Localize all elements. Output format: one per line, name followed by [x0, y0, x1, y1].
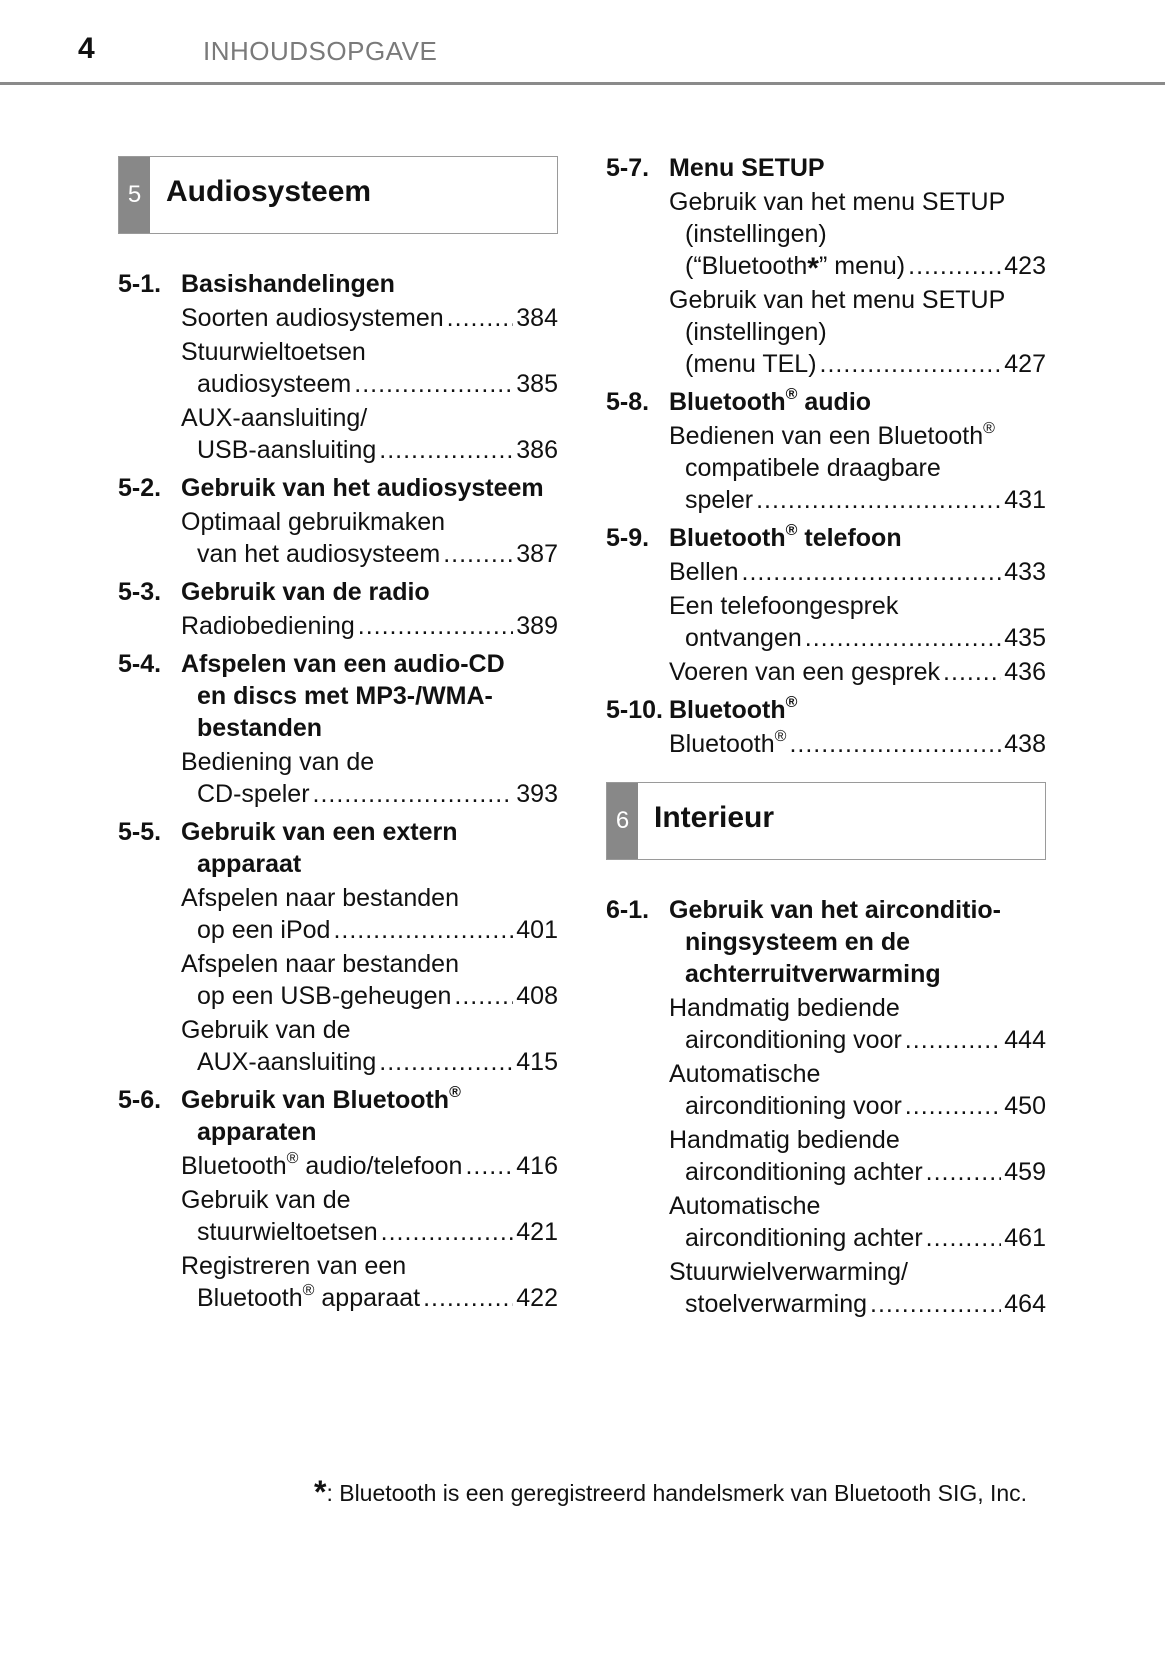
toc-column-right [606, 152, 1046, 1320]
toc-entry[interactable] [669, 556, 1046, 588]
entry-last-line [181, 538, 558, 570]
page-ref: 416 [516, 1152, 558, 1180]
toc-entry[interactable] [181, 402, 558, 466]
dot-leader [443, 538, 513, 570]
toc-entry[interactable] [669, 1190, 1046, 1254]
entry-text: stoelverwarming [685, 1290, 868, 1318]
spacer [606, 860, 1046, 888]
page-ref: 422 [516, 1284, 558, 1312]
page-ref: 461 [1004, 1224, 1046, 1252]
section-number: 6-1. [606, 896, 650, 924]
section-number: 5-3. [118, 578, 162, 606]
section-heading[interactable] [606, 694, 1046, 726]
page-ref: 387 [516, 540, 558, 568]
section-title: Bluetooth® [669, 693, 798, 724]
entry-last-line [181, 1216, 558, 1248]
dot-leader [820, 348, 1002, 380]
section-number: 5-8. [606, 388, 650, 416]
dot-leader [870, 1288, 1001, 1320]
dot-leader [333, 914, 513, 946]
entry-line: Bedienen van een Bluetooth® [669, 419, 995, 450]
footnote-marker: * [314, 1474, 327, 1510]
entry-text: op een iPod [197, 916, 331, 944]
entry-line: Handmatig bediende [669, 1126, 900, 1154]
page-ref: 459 [1004, 1158, 1046, 1186]
entry-last-line [669, 1156, 1046, 1188]
toc-entry[interactable] [181, 1014, 558, 1078]
dot-leader [379, 434, 513, 466]
entry-last-line [669, 1090, 1046, 1122]
entry-last-line [181, 368, 558, 400]
chapter-header [118, 156, 558, 234]
toc-section [606, 386, 1046, 516]
section-title: Gebruik van het audiosysteem [181, 474, 544, 502]
entry-line: Gebruik van het menu SETUP [669, 286, 1006, 314]
section-heading[interactable] [118, 1084, 558, 1148]
entry-line: Een telefoongesprek [669, 592, 899, 620]
section-title: Gebruik van de radio [181, 578, 430, 606]
entry-text: Radiobediening [181, 612, 355, 640]
toc-entry[interactable] [669, 656, 1046, 688]
page-header [0, 0, 1165, 85]
toc-section [606, 522, 1046, 688]
footnote [314, 1474, 1028, 1510]
section-title: Bluetooth® audio [669, 385, 872, 416]
section-title: Afspelen van een audio-CD en discs met MP3-/WMA- bestanden [181, 650, 505, 742]
toc-entry[interactable] [181, 948, 558, 1012]
entry-text: airconditioning achter [685, 1158, 923, 1186]
page-ref: 435 [1004, 624, 1046, 652]
page-ref: 386 [516, 436, 558, 464]
dot-leader [805, 622, 1002, 654]
page-ref: 450 [1004, 1092, 1046, 1120]
entry-text: Bellen [669, 558, 739, 586]
running-title: INHOUDSOPGAVE [203, 36, 438, 66]
toc-entry[interactable] [181, 882, 558, 946]
dot-leader [354, 368, 513, 400]
entry-line: AUX-aansluiting/ [181, 404, 368, 432]
toc-section [118, 576, 558, 642]
entry-text: stuurwieltoetsen [197, 1218, 378, 1246]
section-heading[interactable] [606, 522, 1046, 554]
section-heading[interactable] [118, 816, 558, 880]
entry-text: airconditioning voor [685, 1026, 902, 1054]
page-ref: 433 [1004, 558, 1046, 586]
entry-text: (“Bluetooth*” menu) [685, 252, 906, 285]
section-number: 5-4. [118, 650, 162, 678]
footnote-text: : Bluetooth is een geregistreerd handelsmerk van Bluetooth SIG, Inc. [326, 1480, 1028, 1506]
page-ref: 385 [516, 370, 558, 398]
page-ref: 415 [516, 1048, 558, 1076]
page-ref: 401 [516, 916, 558, 944]
section-title: Gebruik van een extern apparaat [181, 818, 458, 878]
dot-leader [358, 610, 514, 642]
dot-leader [423, 1282, 513, 1314]
toc-section [606, 894, 1046, 1320]
section-heading[interactable] [118, 648, 558, 744]
dot-leader [454, 980, 513, 1012]
entry-text: ontvangen [685, 624, 802, 652]
toc-entry[interactable] [669, 1124, 1046, 1188]
entry-line: Gebruik van het menu SETUP [669, 188, 1006, 216]
entry-text: Soorten audiosystemen [181, 304, 444, 332]
section-heading[interactable] [118, 576, 558, 608]
entry-last-line [181, 1282, 558, 1314]
toc-section [118, 472, 558, 570]
entry-line: Stuurwieltoetsen [181, 338, 366, 366]
entry-line: Handmatig bediende [669, 994, 900, 1022]
entry-line: Stuurwielverwarming/ [669, 1258, 908, 1286]
page-ref: 431 [1004, 486, 1046, 514]
entry-text: audiosysteem [197, 370, 352, 398]
entry-last-line [669, 656, 1046, 688]
entry-last-line [669, 1288, 1046, 1320]
page-ref: 423 [1004, 252, 1046, 280]
dot-leader [926, 1156, 1002, 1188]
toc-section [606, 694, 1046, 760]
section-heading[interactable] [606, 152, 1046, 184]
section-number: 5-1. [118, 270, 162, 298]
toc-section [606, 152, 1046, 380]
toc-entry[interactable] [669, 1256, 1046, 1320]
section-title: Menu SETUP [669, 154, 825, 182]
toc-entry[interactable] [669, 1058, 1046, 1122]
dot-leader [313, 778, 514, 810]
entry-line: Registreren van een [181, 1252, 407, 1280]
chapter-title: Interieur [654, 801, 775, 834]
entry-line: (instellingen) [685, 220, 827, 248]
entry-last-line [181, 1150, 558, 1182]
entry-text: (menu TEL) [685, 350, 817, 378]
toc-section [118, 816, 558, 1078]
toc-entry[interactable] [181, 1250, 558, 1314]
entry-line: Automatische [669, 1192, 821, 1220]
entry-last-line [669, 250, 1046, 285]
dot-leader [381, 1216, 514, 1248]
entry-last-line [181, 610, 558, 642]
chapter-header [606, 782, 1046, 860]
entry-line: Afspelen naar bestanden [181, 884, 459, 912]
spacer [606, 760, 1046, 782]
entry-text: CD-speler [197, 780, 310, 808]
entry-text: USB-aansluiting [197, 436, 377, 464]
toc-entry[interactable] [181, 610, 558, 642]
entry-last-line [181, 434, 558, 466]
dot-leader [789, 728, 1001, 760]
toc-entry[interactable] [669, 186, 1046, 285]
toc-entry[interactable] [669, 728, 1046, 760]
entry-text: speler [685, 486, 754, 514]
section-title: Gebruik van het airconditio- ningsysteem en de achterruitverwarming [669, 896, 1001, 988]
section-title: Gebruik van Bluetooth® apparaten [181, 1083, 461, 1146]
toc-entry[interactable] [669, 590, 1046, 654]
page-number: 4 [78, 32, 95, 65]
entry-line: Gebruik van de [181, 1186, 351, 1214]
entry-last-line [181, 778, 558, 810]
toc-entry[interactable] [669, 420, 1046, 516]
entry-text: Bluetooth® [669, 727, 787, 758]
entry-last-line [181, 1046, 558, 1078]
toc-entry[interactable] [181, 1184, 558, 1248]
page-ref: 408 [516, 982, 558, 1010]
section-number: 5-10. [606, 696, 663, 724]
entry-text: van het audiosysteem [197, 540, 441, 568]
entry-line: (instellingen) [685, 318, 827, 346]
entry-text: airconditioning achter [685, 1224, 923, 1252]
toc-entry[interactable] [181, 336, 558, 400]
section-heading[interactable] [606, 894, 1046, 990]
page-ref: 464 [1004, 1290, 1046, 1318]
page-ref: 393 [516, 780, 558, 808]
page-ref: 427 [1004, 350, 1046, 378]
entry-text: AUX-aansluiting [197, 1048, 377, 1076]
entry-last-line [669, 1222, 1046, 1254]
dot-leader [465, 1150, 513, 1182]
entry-text: airconditioning voor [685, 1092, 902, 1120]
entry-last-line [669, 556, 1046, 588]
toc-column-left [118, 156, 558, 1314]
page-ref: 436 [1004, 658, 1046, 686]
entry-line: Afspelen naar bestanden [181, 950, 459, 978]
toc-section [118, 268, 558, 466]
entry-line: Gebruik van de [181, 1016, 351, 1044]
dot-leader [908, 250, 1001, 282]
entry-text: op een USB-geheugen [197, 982, 452, 1010]
section-number: 5-2. [118, 474, 162, 502]
toc-entry[interactable] [669, 992, 1046, 1056]
entry-last-line [669, 1024, 1046, 1056]
toc-section [118, 648, 558, 810]
spacer [118, 234, 558, 262]
page-ref: 444 [1004, 1026, 1046, 1054]
dot-leader [943, 656, 1001, 688]
dot-leader [926, 1222, 1002, 1254]
entry-text: Bluetooth® apparaat [197, 1281, 421, 1312]
entry-last-line [669, 348, 1046, 380]
section-number: 5-6. [118, 1086, 162, 1114]
toc-entry[interactable] [181, 506, 558, 570]
page-ref: 421 [516, 1218, 558, 1246]
dot-leader [379, 1046, 513, 1078]
entry-text: Voeren van een gesprek [669, 658, 941, 686]
entry-last-line [181, 914, 558, 946]
entry-line: Optimaal gebruikmaken [181, 508, 446, 536]
chapter-number: 6 [607, 783, 638, 859]
dot-leader [447, 302, 514, 334]
entry-last-line [181, 980, 558, 1012]
dot-leader [905, 1090, 1001, 1122]
page-ref: 384 [516, 304, 558, 332]
toc-entry[interactable] [181, 1150, 558, 1182]
section-title: Bluetooth® telefoon [669, 521, 902, 552]
entry-last-line [669, 622, 1046, 654]
entry-text: Bluetooth® audio/telefoon [181, 1149, 463, 1180]
dot-leader [756, 484, 1001, 516]
section-number: 5-5. [118, 818, 162, 846]
section-number: 5-7. [606, 154, 650, 182]
toc-entry[interactable] [669, 284, 1046, 380]
entry-last-line [669, 728, 1046, 760]
entry-line: compatibele draagbare [685, 454, 941, 482]
toc-section [118, 1084, 558, 1314]
chapter-number: 5 [119, 157, 150, 233]
section-heading[interactable] [118, 268, 558, 300]
section-title: Basishandelingen [181, 270, 395, 298]
toc-entry[interactable] [181, 302, 558, 334]
entry-line: Automatische [669, 1060, 821, 1088]
toc-entry[interactable] [181, 746, 558, 810]
section-number: 5-9. [606, 524, 650, 552]
dot-leader [742, 556, 1002, 588]
entry-last-line [181, 302, 558, 334]
dot-leader [905, 1024, 1001, 1056]
section-heading[interactable] [606, 386, 1046, 418]
entry-line: Bediening van de [181, 748, 375, 776]
entry-last-line [669, 484, 1046, 516]
section-heading[interactable] [118, 472, 558, 504]
page-ref: 389 [516, 612, 558, 640]
page-ref: 438 [1004, 730, 1046, 758]
chapter-title: Audiosysteem [166, 175, 372, 208]
